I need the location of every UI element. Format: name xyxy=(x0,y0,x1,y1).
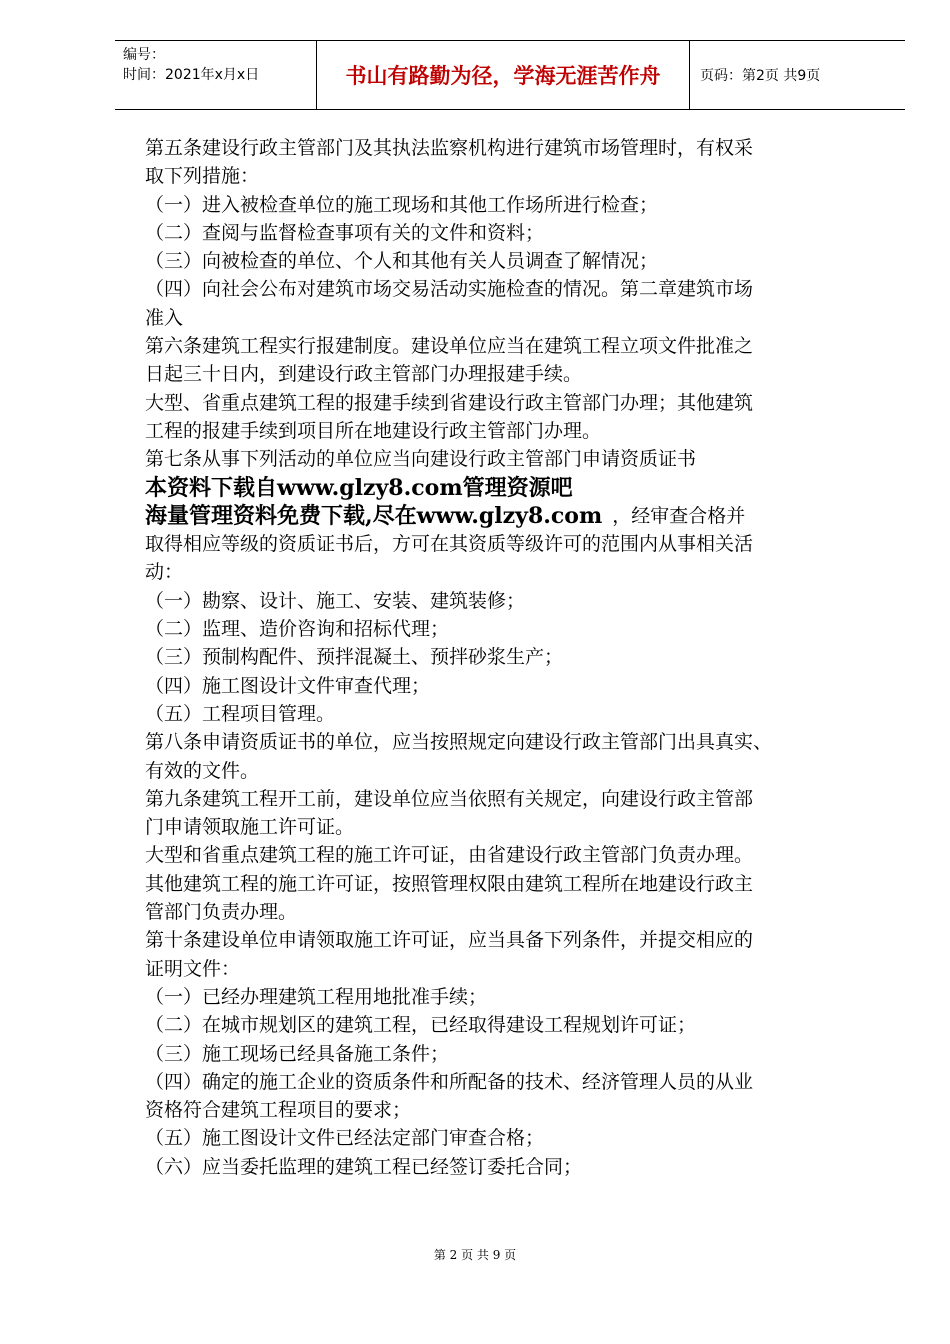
text-line: 取下列措施： xyxy=(145,165,260,188)
header-motto: 书山有路勤为径，学海无涯苦作舟 xyxy=(316,41,690,109)
document-body xyxy=(145,134,885,1181)
text-line: 其他建筑工程的施工许可证，按照管理权限由建筑工程所在地建设行政主 xyxy=(145,872,754,895)
text-line: 大型、省重点建筑工程的报建手续到省建设行政主管部门办理；其他建筑 xyxy=(145,391,754,414)
text-line: （六）应当委托监理的建筑工程已经签订委托合同； xyxy=(145,1155,583,1178)
header-page-info: 页码：第2页 共9页 xyxy=(700,68,821,84)
text-line: 取得相应等级的资质证书后，方可在其资质等级许可的范围内从事相关活 xyxy=(145,533,754,556)
text-line: 第七条从事下列活动的单位应当向建设行政主管部门申请资质证书 xyxy=(145,448,697,471)
text-line: 动： xyxy=(145,561,184,584)
text-line: （五）工程项目管理。 xyxy=(145,702,336,725)
text-line: 管部门负责办理。 xyxy=(145,901,298,924)
text-line: 第六条建筑工程实行报建制度。建设单位应当在建筑工程立项文件批准之 xyxy=(145,335,754,358)
text-line: （二）查阅与监督检查事项有关的文件和资料； xyxy=(145,221,545,244)
text-line: （三）向被检查的单位、个人和其他有关人员调查了解情况； xyxy=(145,250,659,273)
page-header xyxy=(115,40,905,110)
text-line: 第八条申请资质证书的单位，应当按照规定向建设行政主管部门出具真实、 xyxy=(145,731,773,754)
text-line: 日起三十日内，到建设行政主管部门办理报建手续。 xyxy=(145,363,583,386)
text-line: 资格符合建筑工程项目的要求； xyxy=(145,1099,412,1122)
text-line: （二）监理、造价咨询和招标代理； xyxy=(145,618,450,641)
text-line: 门申请领取施工许可证。 xyxy=(145,816,355,839)
text-line: 第十条建设单位申请领取施工许可证，应当具备下列条件，并提交相应的 xyxy=(145,929,754,952)
text-line: 大型和省重点建筑工程的施工许可证，由省建设行政主管部门负责办理。 xyxy=(145,844,754,867)
watermark-text: 海量管理资料免费下载,尽在www.glzy8.com xyxy=(145,502,603,529)
text-line: 第九条建筑工程开工前，建设单位应当依照有关规定，向建设行政主管部 xyxy=(145,787,754,810)
text-line: （一）进入被检查单位的施工现场和其他工作场所进行检查； xyxy=(145,193,659,216)
text-line: 有效的文件。 xyxy=(145,759,260,782)
text-line: （三）预制构配件、预拌混凝土、预拌砂浆生产； xyxy=(145,646,564,669)
text-line: （四）确定的施工企业的资质条件和所配备的技术、经济管理人员的从业 xyxy=(145,1070,754,1093)
text-line: （三）施工现场已经具备施工条件； xyxy=(145,1042,450,1065)
document-number-label: 编号： xyxy=(123,47,165,63)
watermark-line-2 xyxy=(145,502,885,530)
text-line: （二）在城市规划区的建筑工程，已经取得建设工程规划许可证； xyxy=(145,1014,697,1037)
document-time: 时间：2021年x月x日 xyxy=(123,67,260,83)
page-footer: 第 2 页 共 9 页 xyxy=(433,1248,517,1262)
text-line: 工程的报建手续到项目所在地建设行政主管部门办理。 xyxy=(145,419,602,442)
text-line: （五）施工图设计文件已经法定部门审查合格； xyxy=(145,1127,545,1150)
text-line: 证明文件： xyxy=(145,957,241,980)
text-line: 准入 xyxy=(145,306,184,329)
text-line: （一）已经办理建筑工程用地批准手续； xyxy=(145,985,488,1008)
text-line: （四）向社会公布对建筑市场交易活动实施检查的情况。第二章建筑市场 xyxy=(145,278,754,301)
watermark-tail-text: ，经审查合格并 xyxy=(612,504,746,527)
text-line: （一）勘察、设计、施工、安装、建筑装修； xyxy=(145,589,526,612)
text-line: （四）施工图设计文件审查代理； xyxy=(145,674,431,697)
header-meta xyxy=(115,41,316,109)
text-line: 第五条建设行政主管部门及其执法监察机构进行建筑市场管理时，有权采 xyxy=(145,137,754,159)
watermark-line-1: 本资料下载自www.glzy8.com管理资源吧 xyxy=(145,474,573,501)
